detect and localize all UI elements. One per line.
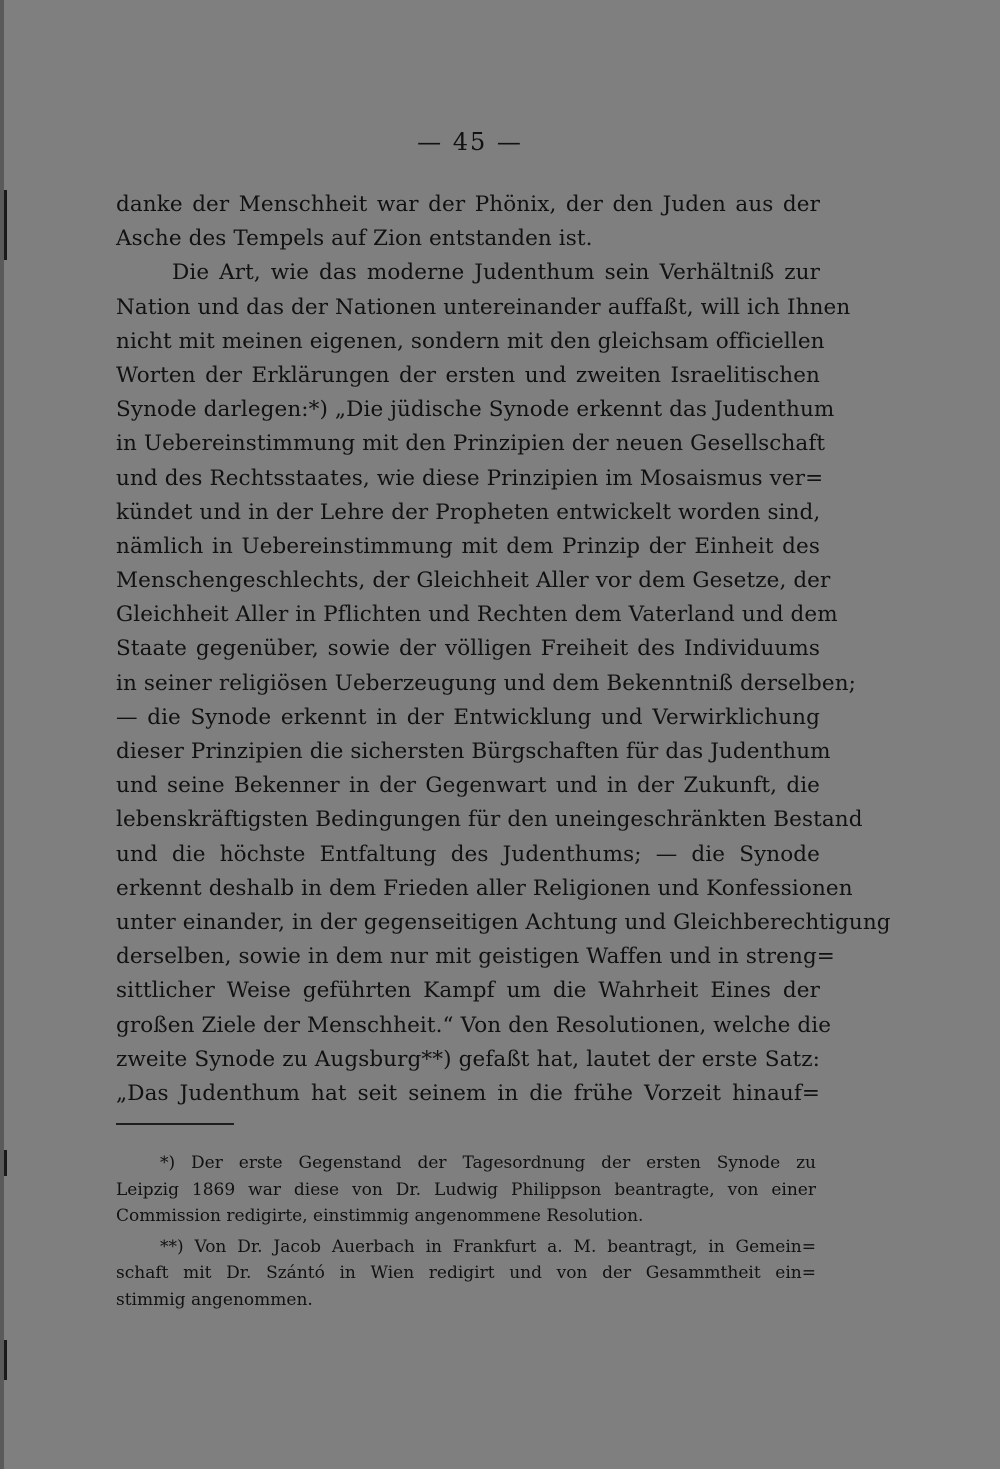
text-line: und die höchste Entfaltung des Judenthums; — die Synode <box>116 841 820 867</box>
text-line: Die Art, wie das moderne Judenthum sein Verhältniß zur <box>172 260 820 286</box>
footnotes <box>116 1150 816 1314</box>
footnote-line: schaft mit Dr. Szántó in Wien redigirt und von der Gesammtheit ein= <box>116 1263 816 1284</box>
footnote-line: Leipzig 1869 war diese von Dr. Ludwig Philippson beantragte, von einer <box>116 1179 816 1200</box>
text-line: danke der Menschheit war der Phönix, der den Juden aus der <box>116 192 820 217</box>
text-line: großen Ziele der Menschheit.“ Von den Resolutionen, welche die <box>116 1012 832 1038</box>
text-line: in Uebereinstimmung mit den Prinzipien der neuen Gesellschaft <box>116 431 826 457</box>
text-line: dieser Prinzipien die sichersten Bürgschaften für das Judenthum <box>116 739 831 764</box>
text-line: und seine Bekenner in der Gegenwart und in der Zukunft, die <box>116 773 820 799</box>
footnote-line: **) Von Dr. Jacob Auerbach in Frankfurt a. M. beantragt, in Gemein= <box>160 1236 816 1257</box>
text-line: „Das Judenthum hat seit seinem in die frühe Vorzeit hinauf= <box>116 1080 820 1106</box>
text-line: erkennt deshalb in dem Frieden aller Religionen und Konfessionen <box>116 875 853 901</box>
text-line: kündet und in der Lehre der Propheten entwickelt worden sind, <box>116 499 821 525</box>
text-line: Nation und das der Nationen untereinander auffaßt, will ich Ihnen <box>116 294 851 320</box>
text-line: unter einander, in der gegenseitigen Achtung und Gleichberechtigung <box>116 909 891 935</box>
edge-mark <box>4 190 7 260</box>
text-line: Worten der Erklärungen der ersten und zweiten Israelitischen <box>116 362 820 388</box>
footnote-line: *) Der erste Gegenstand der Tagesordnung der ersten Synode zu <box>160 1153 816 1173</box>
footnote-line: Commission redigirte, einstimmig angenommene Resolution. <box>116 1206 644 1227</box>
body-text <box>116 188 891 1111</box>
text-line: Menschengeschlechts, der Gleichheit Aller vor dem Gesetze, der <box>116 568 831 594</box>
text-line: derselben, sowie in dem nur mit geistigen Waffen und in streng= <box>116 944 835 970</box>
footnote-rule <box>116 1123 234 1125</box>
page-number: — 45 — <box>417 128 523 156</box>
edge-mark <box>4 1150 7 1176</box>
text-line: Staate gegenüber, sowie der völligen Freiheit des Individuums <box>116 636 820 662</box>
text-line: in seiner religiösen Ueberzeugung und dem Bekenntniß derselben; <box>116 670 857 696</box>
text-line: — die Synode erkennt in der Entwicklung und Verwirklichung <box>116 704 820 730</box>
footnote-line: stimmig angenommen. <box>116 1289 313 1310</box>
text-line: Asche des Tempels auf Zion entstanden ist. <box>116 226 593 252</box>
text-line: nicht mit meinen eigenen, sondern mit den gleichsam officiellen <box>116 328 825 354</box>
text-line: zweite Synode zu Augsburg**) gefaßt hat, lautet der erste Satz: <box>116 1046 820 1072</box>
text-line: Gleichheit Aller in Pflichten und Rechten dem Vaterland und dem <box>116 602 838 628</box>
edge-mark <box>4 1340 7 1380</box>
text-line: und des Rechtsstaates, wie diese Prinzipien im Mosaismus ver= <box>116 465 824 491</box>
text-line: sittlicher Weise geführten Kampf um die Wahrheit Eines der <box>116 978 820 1004</box>
text-line: lebenskräftigsten Bedingungen für den uneingeschränkten Bestand <box>116 807 863 833</box>
text-line: nämlich in Uebereinstimmung mit dem Prinzip der Einheit des <box>116 533 820 559</box>
text-line: Synode darlegen:*) „Die jüdische Synode erkennt das Judenthum <box>116 397 835 423</box>
